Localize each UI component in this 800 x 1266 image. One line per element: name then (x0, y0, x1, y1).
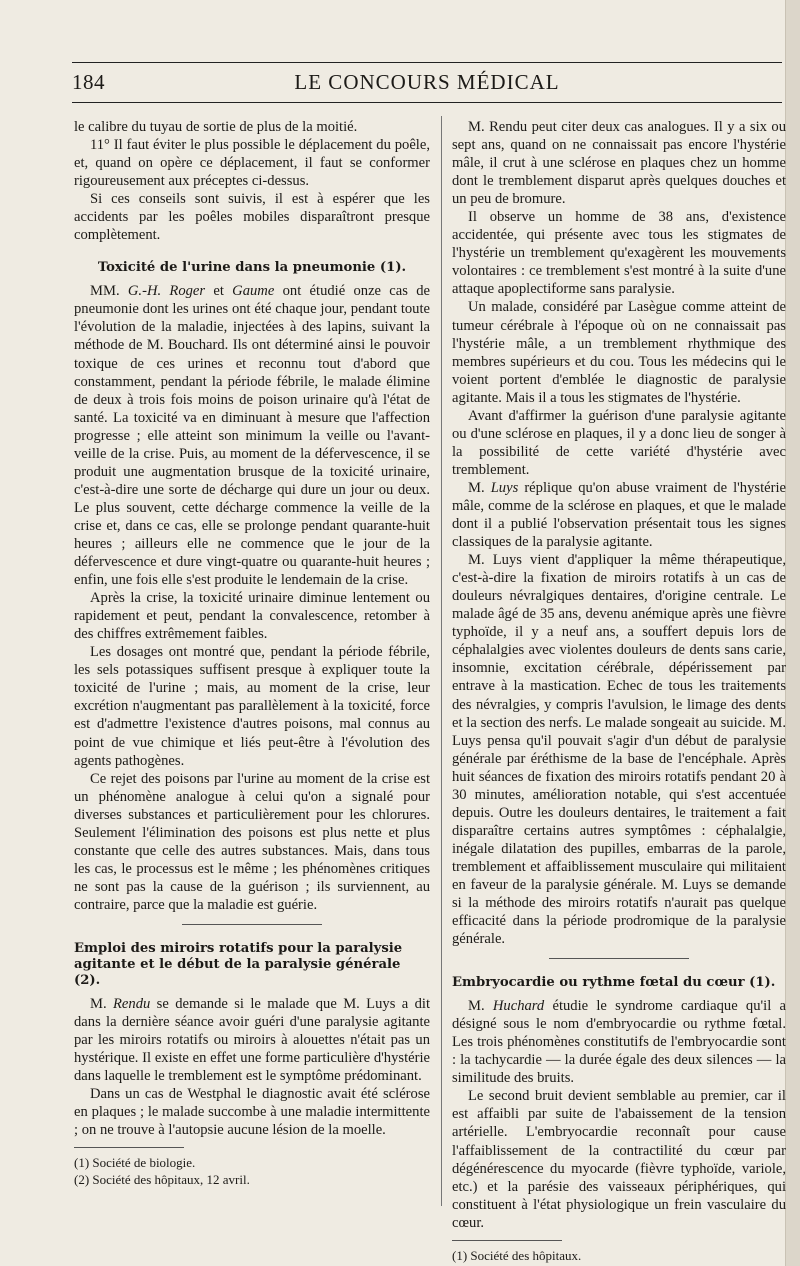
section-heading: Embryocardie ou rythme fœtal du cœur (1). (452, 975, 776, 991)
author-name: Rendu (113, 995, 151, 1012)
section-heading: Toxicité de l'urine dans la pneumonie (1). (97, 260, 407, 276)
paragraph: Avant d'affirmer la guérison d'une paralysie agitante ou d'une sclérose en plaques, il y a donc lieu de songer à la possibilité de cette variété d'hystérie avec tremblement. (452, 407, 786, 478)
page-header (72, 70, 782, 96)
paragraph: Dans un cas de Westphal le diagnostic avait été sclérose en plaques ; le malade succombe à une maladie intermittente ; on ne trouve à l'autopsie aucune lésion de la moelle. (74, 1086, 430, 1139)
author-name: G.-H. Roger (127, 283, 206, 300)
journal-title: LE CONCOURS MÉDICAL (294, 70, 560, 94)
left-column (74, 118, 430, 1188)
page-edge (785, 0, 800, 1266)
section-rule (182, 924, 322, 925)
paragraph: Si ces conseils sont suivis, il est à espérer que les accidents par les poêles mobiles disparaîtront presque complètement. (74, 191, 430, 244)
author-name: Huchard (492, 998, 545, 1015)
paragraph: M. Rendu peut citer deux cas analogues. Il y a six ou sept ans, quand on ne connaissait pas encore l'hystérie mâle, il crut à une sclérose en plaques chez un homme dont le tremblement disparut après quelques douches et un peu de bromure. (452, 119, 786, 208)
footnote: (1) Société des hôpitaux. (452, 1247, 582, 1263)
footnote: (2) Société des hôpitaux, 12 avril. (74, 1172, 250, 1188)
paragraph: M. Huchard étudie le syndrome cardiaque qu'il a désigné sous le nom d'embryocardie ou rythme fœtal. Les trois phénomènes constitutifs de l'embryocardie sont : la tachycardie — la durée égale des deux silences — la similitude des bruits. (452, 998, 786, 1087)
paragraph: M. Luys vient d'appliquer la même thérapeutique, c'est-à-dire la fixation de miroirs rotatifs à un cas de douleurs névralgiques dentaires, d'origine centrale. Le malade âgé de 35 ans, devenu anémique après une fièvre typhoïde, il y a neuf ans, a souffert depuis lors de céphalalgies avec violentes douleurs de dents sans carie, insomnie, excitation cérébrale, dépérissement par entrave à la mastication. Echec de tous les traitements des névralgies, y compris l'avulsion, le limage des dents et la section des nerfs. Le malade songeait au suicide. M. Luys pensa qu'il pouvait s'agir d'un début de paralysie générale par éréthisme de la base de l'encéphale. Après huit séances de fixation des miroirs rotatifs pendant 20 à 30 minutes, amélioration notable, qui s'est accentuée depuis. Outre les douleurs dentaires, le traitement a fait disparaître certains autres symptômes : céphalalgie, inégale dilatation des pupilles, embarras de la parole, tremblement et affaiblissement musculaire qui militaient en faveur de la paralysie générale. M. Luys se demande si la méthode des miroirs rotatifs n'aurait pas quelque efficacité dans la période prodromique de la paralysie générale. (452, 552, 786, 948)
paragraph: le calibre du tuyau de sortie de plus de la moitié. (74, 119, 358, 135)
paragraph: Il observe un homme de 38 ans, d'existence accidentée, qui présente avec tous les stigmates de l'hystérie un tremblement qu'exagèrent les mouvements volontaires : ce tremblement s'est montré à la suite d'une attaque apoplectiforme sans paralysie. (452, 209, 786, 298)
paragraph: Après la crise, la toxicité urinaire diminue lentement ou rapidement et peut, pendant la convalescence, retomber à des chiffres extrêmement faibles. (74, 590, 430, 643)
author-name: Gaume (232, 283, 275, 300)
author-name: Luys (490, 479, 519, 496)
footnote-rule (452, 1240, 562, 1241)
footnote: (1) Société de biologie. (74, 1155, 196, 1171)
paragraph: Les dosages ont montré que, pendant la période fébrile, les sels potassiques suffisent presque à expliquer toute la toxicité de l'urine ; mais, au moment de la crise, leur excrétion n'augmentant pas parallèlement à la toxicité, force est d'admettre l'existence d'autres poisons, mal connus au point de vue chimique et liés peut-être à l'évolution des agents pathogènes. (74, 644, 430, 769)
paragraph: M. Luys réplique qu'on abuse vraiment de l'hystérie mâle, comme de la sclérose en plaques, et que le malade dont il a publié l'observation présentait tous les signes classiques de la paralysie agitante. (452, 479, 786, 551)
paragraph: M. Rendu se demande si le malade que M. Luys a dit dans la dernière séance avoir guéri d'une paralysie agitante par les miroirs rotatifs ou miroirs à alouettes n'était pas un hystérique. Il existe en effet une forme particulière d'hystérie dans laquelle le tremblement est le symptôme prédominant. (74, 995, 430, 1085)
page-number: 184 (72, 70, 105, 94)
paragraph: MM. G.-H. Roger et Gaume ont étudié onze cas de pneumonie dont les urines ont été chaque jour, pendant toute l'évolution de la maladie, injectées à des lapins, suivant la méthode de M. Bouchard. Ils ont déterminé ainsi le pouvoir toxique de ces urines et reconnu tout d'abord que constamment, pendant la période fébrile, le malade élimine de deux à trois fois moins de poison urinaire qu'à l'état de santé. La toxicité va en diminuant à mesure que l'affection progresse ; elle atteint son minimum la veille ou l'avant-veille de la crise. Puis, au moment de la défervescence, il se produit une augmentation brusque de la toxicité urinaire, c'est-à-dire une sorte de décharge qui dure un jour ou deux. Le plus souvent, cette décharge commence la veille de la crise et, dans ce cas, elle se prolonge pendant quarante-huit heures ; ailleurs elle ne commence que le jour de la défervescence et dure vingt-quatre ou quarante-huit heures ; enfin, une fois elle s'est produite le lendemain de la crise. (74, 283, 430, 589)
top-rule (72, 62, 782, 63)
paragraph: Le second bruit devient semblable au premier, car il est affaibli par suite de l'abaissement de la tension artérielle. L'embryocardie reconnaît pour cause l'affaiblissement de la contractilité du cœur par dégénérescence du myocarde (fièvre typhoïde, variole, etc.) et la parésie des vaisseaux périphériques, qui constituent à l'état physiologique un frein vasculaire du cœur. (452, 1088, 786, 1231)
right-column (452, 118, 786, 1264)
column-divider (441, 116, 442, 1206)
section-rule (549, 958, 689, 959)
paragraph: 11° Il faut éviter le plus possible le déplacement du poêle, et, quand on opère ce déplacement, il faut se conformer rigoureusement aux préceptes ci-dessus. (74, 137, 430, 190)
footnote-rule (74, 1147, 184, 1148)
paragraph: Un malade, considéré par Lasègue comme atteint de tumeur cérébrale à l'époque où on ne connaissait pas l'hystérie mâle, a un tremblement rhythmique des membres supérieurs et du cou. Tous les médecins qui le voient portent d'emblée le diagnostic de paralysie agitante. Mais il a tous les stigmates de l'hystérie. (452, 299, 786, 406)
section-heading: Emploi des miroirs rotatifs pour la paralysie agitante et le début de la paralysie générale (2). (74, 940, 403, 988)
header-rule (72, 102, 782, 103)
paragraph: Ce rejet des poisons par l'urine au moment de la crise est un phénomène analogue à celui qu'on a signalé pour diverses substances et particulièrement pour les chlorures. Seulement l'élimination des poisons est plus nette et plus constante que celle des autres substances. Mais, dans tous les cas, le processus est le même ; les phénomènes critiques ne sont pas la cause de la guérison ; ils surviennent, au contraire, parce que la maladie est guérie. (74, 770, 430, 913)
